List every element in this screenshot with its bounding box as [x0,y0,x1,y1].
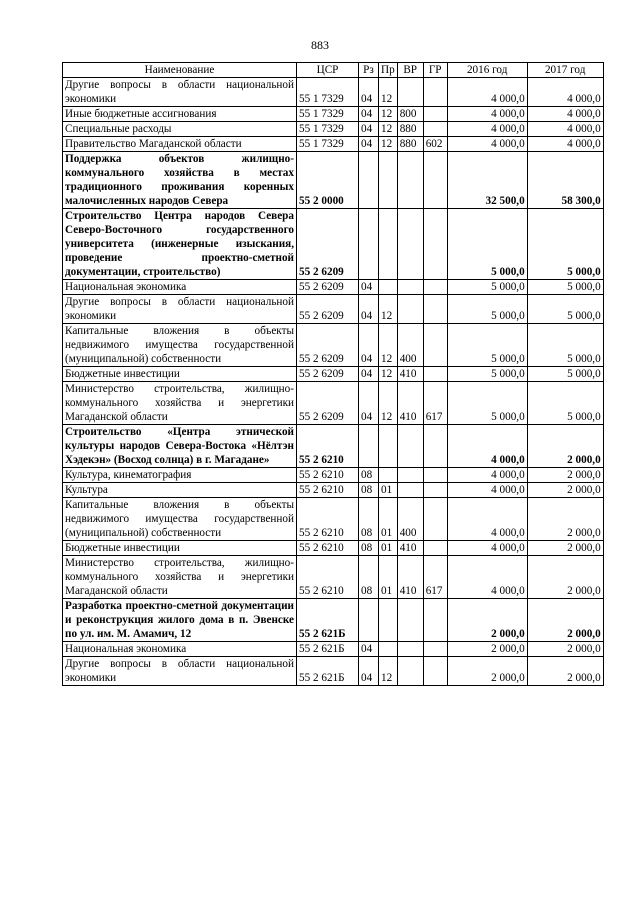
row-rz: 04 [359,122,379,137]
header-vr: ВР [397,63,423,78]
row-amount-2017: 4 000,0 [527,78,603,107]
row-pr: 01 [379,483,398,498]
row-amount-2016: 4 000,0 [447,541,527,556]
row-rz: 04 [359,280,379,295]
row-name: Иные бюджетные ассигнования [63,107,297,122]
row-pr [379,599,398,642]
row-gr [423,541,447,556]
row-rz: 08 [359,541,379,556]
row-amount-2016: 4 000,0 [447,137,527,152]
row-gr [423,280,447,295]
row-name: Поддержка объектов жилищно-коммунального хозяйства в местах традиционного проживания коренных малочисленных народов Севера [63,152,297,209]
row-gr [423,324,447,367]
row-rz: 08 [359,483,379,498]
row-amount-2017: 4 000,0 [527,122,603,137]
row-name: Министерство строительства, жилищно-коммунального хозяйства и энергетики Магаданской области [63,556,297,599]
row-pr: 12 [379,295,398,324]
row-pr: 12 [379,122,398,137]
row-amount-2016: 4 000,0 [447,425,527,468]
row-amount-2016: 5 000,0 [447,382,527,425]
row-csr: 55 2 0000 [297,152,359,209]
row-gr [423,78,447,107]
row-rz: 04 [359,137,379,152]
row-amount-2017: 5 000,0 [527,367,603,382]
table-row [63,468,604,483]
row-amount-2016: 4 000,0 [447,122,527,137]
row-pr: 12 [379,382,398,425]
row-name: Разработка проектно-сметной документации и реконструкция жилого дома в п. Эвенске по ул. им. М. Амамич, 12 [63,599,297,642]
row-amount-2017: 5 000,0 [527,295,603,324]
row-rz: 04 [359,324,379,367]
row-vr [397,483,423,498]
row-vr [397,599,423,642]
row-amount-2016: 32 500,0 [447,152,527,209]
row-pr [379,280,398,295]
row-amount-2017: 2 000,0 [527,425,603,468]
row-rz: 04 [359,78,379,107]
table-row [63,280,604,295]
row-amount-2016: 4 000,0 [447,78,527,107]
table-row [63,541,604,556]
row-pr [379,209,398,280]
row-pr [379,425,398,468]
budget-table [62,62,604,686]
row-pr: 01 [379,556,398,599]
header-pr: Пр [379,63,398,78]
table-row [63,152,604,209]
row-amount-2017: 2 000,0 [527,483,603,498]
row-pr: 12 [379,367,398,382]
table-row [63,657,604,686]
row-amount-2017: 2 000,0 [527,541,603,556]
row-csr: 55 2 6210 [297,556,359,599]
row-vr: 400 [397,498,423,541]
row-pr: 12 [379,107,398,122]
row-name: Строительство Центра народов Севера Северо-Восточного государственного университета (инженерные изыскания, проведение проектно-сметной документации, строительство) [63,209,297,280]
table-row [63,642,604,657]
row-csr: 55 2 6209 [297,209,359,280]
row-name: Другие вопросы в области национальной экономики [63,78,297,107]
row-csr: 55 2 6209 [297,295,359,324]
table-row [63,556,604,599]
row-rz [359,152,379,209]
row-csr: 55 2 621Б [297,599,359,642]
row-vr: 800 [397,107,423,122]
row-csr: 55 2 621Б [297,657,359,686]
row-amount-2016: 4 000,0 [447,107,527,122]
header-name: Наименование [63,63,297,78]
row-name: Национальная экономика [63,642,297,657]
row-name: Бюджетные инвестиции [63,541,297,556]
row-rz [359,599,379,642]
table-row [63,382,604,425]
row-amount-2017: 2 000,0 [527,556,603,599]
row-name: Бюджетные инвестиции [63,367,297,382]
header-rz: Рз [359,63,379,78]
row-name: Капитальные вложения в объекты недвижимого имущества государственной (муниципальной) собственности [63,324,297,367]
table-row [63,295,604,324]
row-name: Другие вопросы в области национальной экономики [63,295,297,324]
row-vr [397,425,423,468]
table-body [63,78,604,686]
row-gr [423,657,447,686]
row-vr: 410 [397,541,423,556]
row-amount-2016: 2 000,0 [447,657,527,686]
row-csr: 55 1 7329 [297,107,359,122]
row-pr: 12 [379,137,398,152]
table-row [63,78,604,107]
row-name: Специальные расходы [63,122,297,137]
row-amount-2016: 4 000,0 [447,498,527,541]
row-csr: 55 2 621Б [297,642,359,657]
table-row [63,367,604,382]
row-gr [423,468,447,483]
row-rz: 08 [359,556,379,599]
row-amount-2016: 2 000,0 [447,642,527,657]
row-vr [397,209,423,280]
row-vr [397,657,423,686]
row-gr [423,209,447,280]
table-row [63,209,604,280]
row-vr [397,295,423,324]
row-rz: 04 [359,295,379,324]
row-vr: 410 [397,367,423,382]
row-amount-2016: 5 000,0 [447,280,527,295]
row-amount-2016: 5 000,0 [447,295,527,324]
row-amount-2017: 5 000,0 [527,382,603,425]
row-pr: 12 [379,324,398,367]
row-csr: 55 2 6210 [297,541,359,556]
row-vr [397,78,423,107]
row-amount-2017: 5 000,0 [527,209,603,280]
row-vr: 880 [397,137,423,152]
row-csr: 55 1 7329 [297,137,359,152]
row-amount-2017: 2 000,0 [527,599,603,642]
row-name: Культура, кинематография [63,468,297,483]
table-row [63,425,604,468]
row-vr [397,280,423,295]
row-rz: 04 [359,642,379,657]
row-amount-2017: 4 000,0 [527,137,603,152]
row-csr: 55 2 6209 [297,324,359,367]
row-amount-2017: 2 000,0 [527,642,603,657]
row-csr: 55 2 6210 [297,498,359,541]
row-name: Правительство Магаданской области [63,137,297,152]
row-pr: 12 [379,78,398,107]
row-gr [423,642,447,657]
row-gr: 617 [423,556,447,599]
row-vr [397,468,423,483]
row-csr: 55 2 6210 [297,468,359,483]
row-name: Капитальные вложения в объекты недвижимого имущества государственной (муниципальной) собственности [63,498,297,541]
row-amount-2016: 5 000,0 [447,324,527,367]
row-gr [423,295,447,324]
table-row [63,498,604,541]
row-pr [379,642,398,657]
row-amount-2017: 5 000,0 [527,324,603,367]
row-csr: 55 2 6209 [297,280,359,295]
row-rz: 08 [359,498,379,541]
row-rz: 04 [359,382,379,425]
table-row [63,107,604,122]
row-name: Другие вопросы в области национальной экономики [63,657,297,686]
row-csr: 55 1 7329 [297,78,359,107]
table-row [63,599,604,642]
row-rz: 08 [359,468,379,483]
row-gr [423,367,447,382]
row-amount-2017: 58 300,0 [527,152,603,209]
header-gr: ГР [423,63,447,78]
row-amount-2016: 4 000,0 [447,556,527,599]
row-rz: 04 [359,657,379,686]
row-gr: 617 [423,382,447,425]
row-vr [397,642,423,657]
row-vr: 410 [397,556,423,599]
row-amount-2016: 4 000,0 [447,468,527,483]
row-gr [423,599,447,642]
row-amount-2016: 2 000,0 [447,599,527,642]
header-year-2016: 2016 год [447,63,527,78]
row-amount-2017: 2 000,0 [527,498,603,541]
row-amount-2016: 4 000,0 [447,483,527,498]
row-pr [379,468,398,483]
table-header-row [63,63,604,78]
row-rz: 04 [359,367,379,382]
row-pr: 12 [379,657,398,686]
row-csr: 55 2 6210 [297,483,359,498]
row-amount-2017: 2 000,0 [527,468,603,483]
table-row [63,137,604,152]
row-gr [423,498,447,541]
row-rz: 04 [359,107,379,122]
row-amount-2016: 5 000,0 [447,209,527,280]
row-name: Национальная экономика [63,280,297,295]
row-pr: 01 [379,498,398,541]
row-amount-2017: 5 000,0 [527,280,603,295]
row-csr: 55 2 6209 [297,367,359,382]
header-csr: ЦСР [297,63,359,78]
row-gr: 602 [423,137,447,152]
row-amount-2017: 2 000,0 [527,657,603,686]
row-gr [423,425,447,468]
row-pr: 01 [379,541,398,556]
page-number: 883 [311,38,329,52]
table-row [63,483,604,498]
row-vr: 880 [397,122,423,137]
row-amount-2017: 4 000,0 [527,107,603,122]
row-rz [359,209,379,280]
row-gr [423,483,447,498]
row-name: Культура [63,483,297,498]
row-gr [423,107,447,122]
row-name: Министерство строительства, жилищно-коммунального хозяйства и энергетики Магаданской области [63,382,297,425]
row-rz [359,425,379,468]
table-row [63,324,604,367]
row-csr: 55 2 6210 [297,425,359,468]
row-pr [379,152,398,209]
row-vr [397,152,423,209]
row-gr [423,122,447,137]
row-csr: 55 2 6209 [297,382,359,425]
row-vr: 400 [397,324,423,367]
row-name: Строительство «Центра этнической культуры народов Севера-Востока «Нёлтэн Хэдекэн» (Восход солнца) в г. Магадане» [63,425,297,468]
table-row [63,122,604,137]
row-csr: 55 1 7329 [297,122,359,137]
row-vr: 410 [397,382,423,425]
row-gr [423,152,447,209]
header-year-2017: 2017 год [527,63,603,78]
row-amount-2016: 5 000,0 [447,367,527,382]
